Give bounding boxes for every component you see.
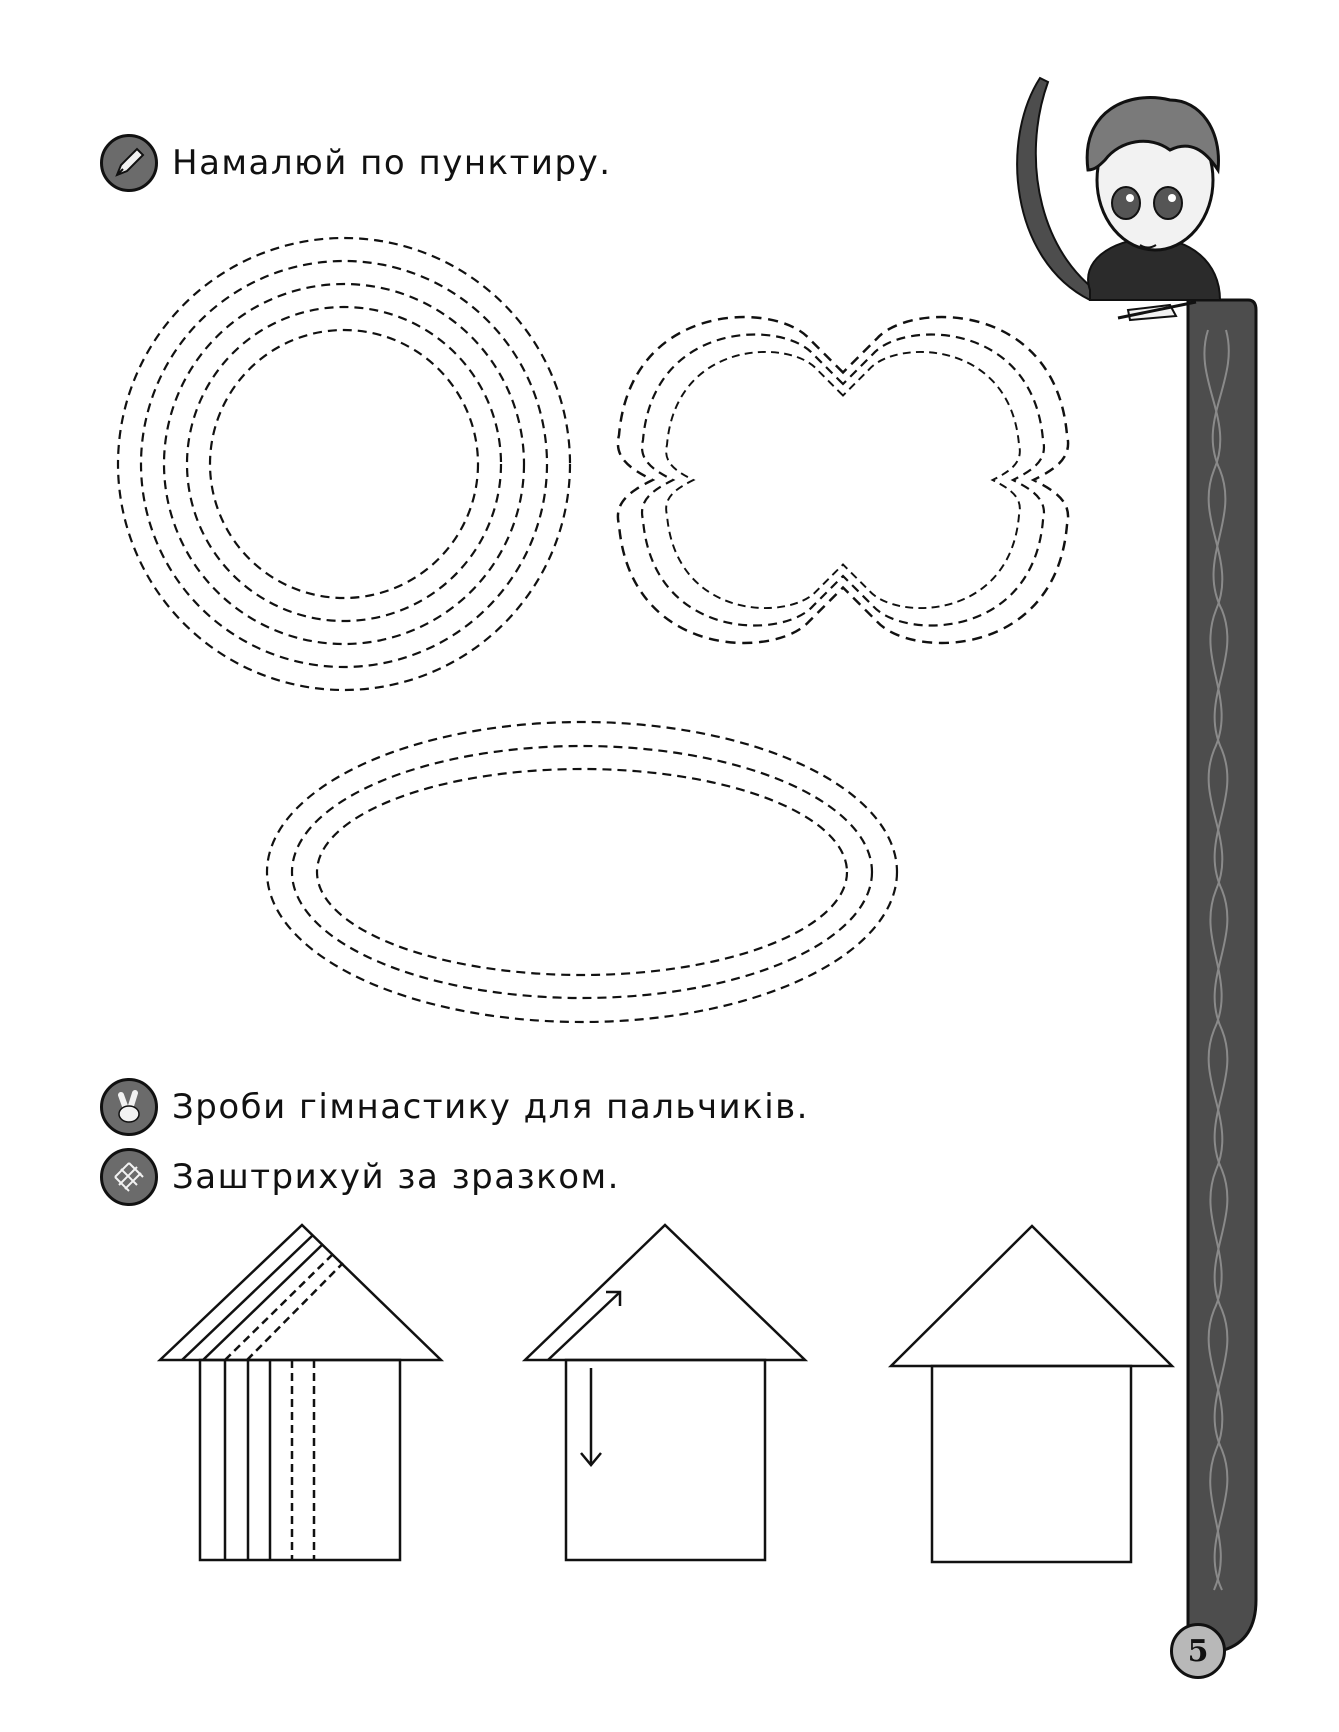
instruction-finger-gym <box>100 1078 809 1136</box>
peace-hand-icon <box>100 1078 158 1136</box>
instruction-trace <box>100 134 612 192</box>
dashed-clover-trace[interactable] <box>618 317 1068 643</box>
page-number: 5 <box>1170 1623 1226 1679</box>
hatching-icon <box>100 1148 158 1206</box>
house-empty[interactable] <box>891 1226 1172 1562</box>
instruction-hatch <box>100 1148 620 1206</box>
dashed-circles-trace[interactable] <box>118 238 570 690</box>
dashed-ellipses-trace[interactable] <box>267 722 897 1022</box>
house-with-arrows[interactable] <box>525 1225 805 1560</box>
instruction-text: Намалюй по пунктиру. <box>172 143 612 183</box>
instruction-text: Зроби гімнастику для пальчиків. <box>172 1087 809 1127</box>
house-sample-hatched <box>160 1225 441 1560</box>
boy-character-illustration <box>1087 98 1220 320</box>
instruction-text: Заштрихуй за зразком. <box>172 1157 620 1197</box>
pen-icon <box>100 134 158 192</box>
